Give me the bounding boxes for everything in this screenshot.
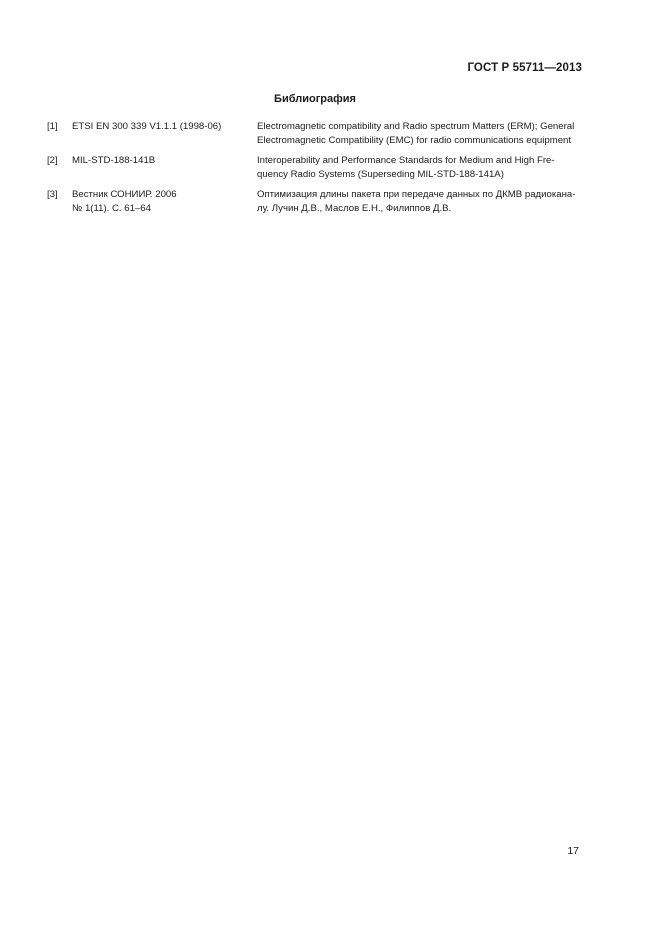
entry-source-line: № 1(11). С. 61–64 [72,203,151,214]
entry-description-line: Оптимизация длины пакета при передаче данных по ДКМВ радиокана- [257,189,576,200]
entry-description [257,154,582,182]
bibliography-entry [47,188,582,216]
entry-description-line: Interoperability and Performance Standards for Medium and High Fre- [257,155,555,166]
bibliography-title: Библиография [274,93,356,105]
entry-source [72,154,257,182]
entry-source [72,188,257,216]
entry-description-line: quency Radio Systems (Superseding MIL-STD-188-141A) [257,169,504,180]
entry-source-line: MIL-STD-188-141B [72,155,156,166]
entry-number: [3] [47,189,58,200]
entry-description [257,188,582,216]
entry-source [72,120,257,148]
bibliography-entry [47,154,582,182]
entry-description-line: лу. Лучин Д.В., Маслов Е.Н., Филиппов Д.В. [257,203,452,214]
entry-description-line: Electromagnetic Compatibility (EMC) for radio communications equipment [257,135,572,146]
entry-number: [2] [47,155,58,166]
entry-number: [1] [47,121,58,132]
bibliography-list [47,120,582,222]
page-number: 17 [567,845,579,857]
document-code: ГОСТ Р 55711—2013 [467,62,582,74]
entry-source-line: ETSI EN 300 339 V1.1.1 (1998-06) [72,121,222,132]
bibliography-entry [47,120,582,148]
entry-description [257,120,582,148]
entry-source-line: Вестник СОНИИР. 2006 [72,189,177,200]
entry-description-line: Electromagnetic compatibility and Radio spectrum Matters (ERM); General [257,121,575,132]
